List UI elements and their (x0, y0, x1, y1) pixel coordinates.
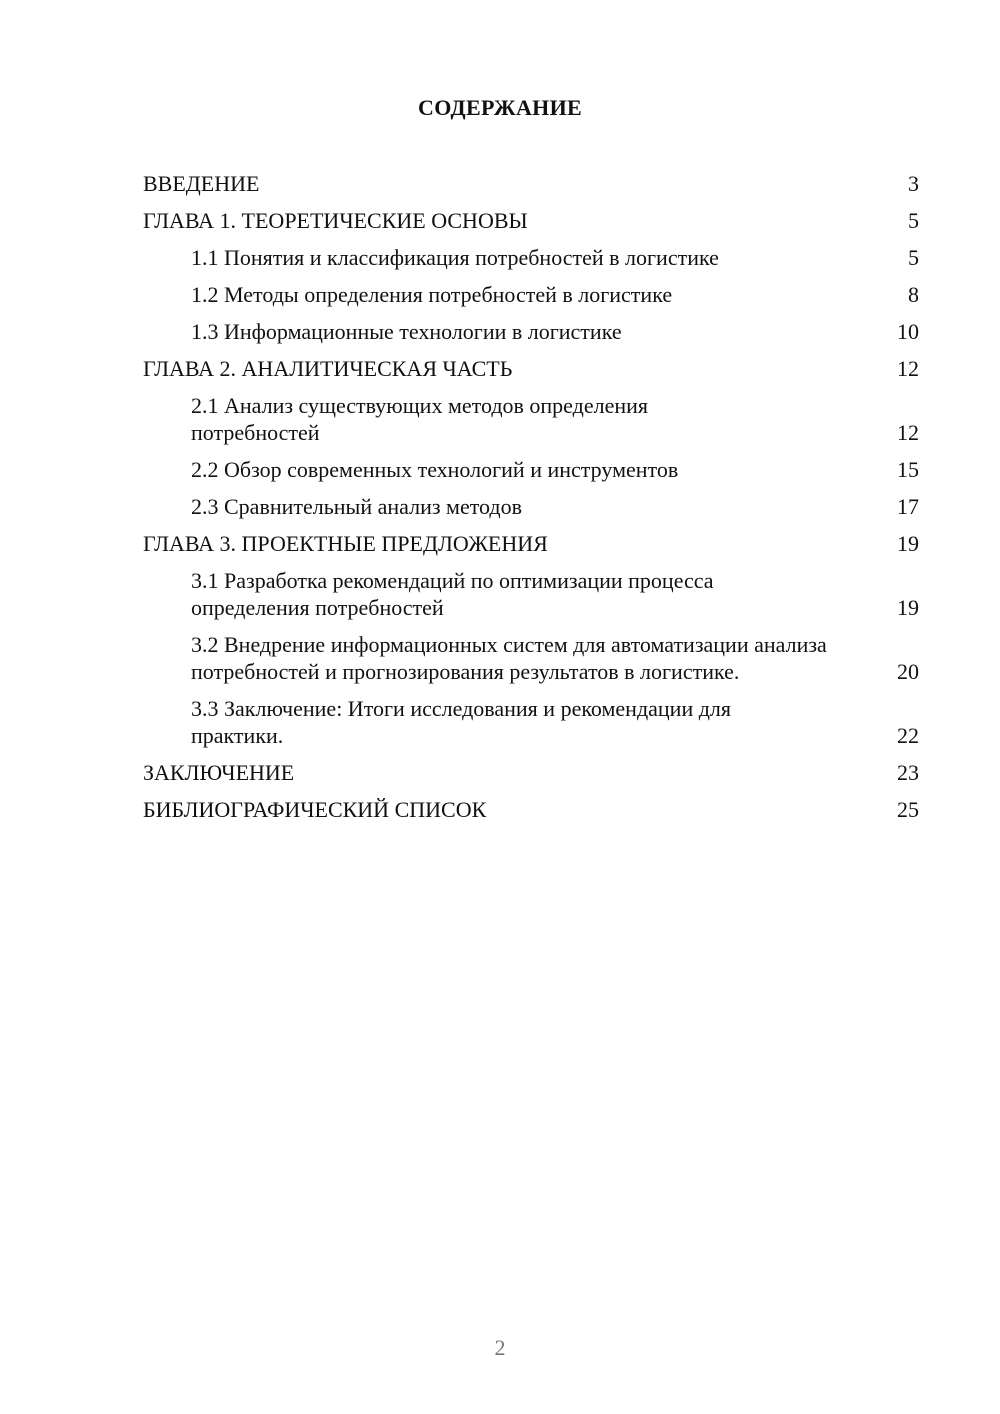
table-of-contents (143, 170, 919, 833)
toc-entry-section-2-1[interactable] (143, 392, 919, 446)
toc-entry-page: 3 (908, 171, 919, 196)
toc-entry-text: 1.2 Методы определения потребностей в логистике (191, 282, 673, 307)
toc-entry-text: ГЛАВА 1. ТЕОРЕТИЧЕСКИЕ ОСНОВЫ (143, 208, 528, 233)
toc-entry-chapter-1[interactable] (143, 207, 919, 234)
toc-entry-text: 2.1 Анализ существующих методов определения потребностей (191, 393, 649, 445)
toc-entry-chapter-2[interactable] (143, 355, 919, 382)
toc-entry-page: 12 (897, 356, 919, 381)
toc-entry-section-2-2[interactable] (143, 456, 919, 483)
toc-entry-text: ЗАКЛЮЧЕНИЕ (143, 760, 295, 785)
toc-entry-text: 3.1 Разработка рекомендаций по оптимизации процесса определения потребностей (191, 568, 714, 620)
toc-entry-page: 12 (897, 420, 919, 445)
toc-entry-page: 15 (897, 457, 919, 482)
toc-entry-page: 20 (897, 659, 919, 684)
toc-entry-introduction[interactable] (143, 170, 919, 197)
toc-entry-text: 1.3 Информационные технологии в логистике (191, 319, 622, 344)
toc-entry-section-1-1[interactable] (143, 244, 919, 271)
toc-entry-text: ВВЕДЕНИЕ (143, 171, 260, 196)
page-title: СОДЕРЖАНИЕ (418, 95, 582, 120)
toc-entry-section-1-2[interactable] (143, 281, 919, 308)
toc-entry-bibliography[interactable] (143, 796, 919, 823)
toc-entry-page: 22 (897, 723, 919, 748)
toc-entry-page: 25 (897, 797, 919, 822)
toc-entry-section-3-3[interactable] (143, 695, 919, 749)
toc-entry-text: 3.3 Заключение: Итоги исследования и рекомендации для практики. (191, 696, 732, 748)
toc-entry-page: 8 (908, 282, 919, 307)
toc-entry-text: 2.2 Обзор современных технологий и инструментов (191, 457, 679, 482)
toc-entry-section-3-1[interactable] (143, 567, 919, 621)
toc-entry-text: ГЛАВА 2. АНАЛИТИЧЕСКАЯ ЧАСТЬ (143, 356, 513, 381)
toc-entry-page: 19 (897, 531, 919, 556)
toc-entry-section-1-3[interactable] (143, 318, 919, 345)
toc-entry-text: 2.3 Сравнительный анализ методов (191, 494, 522, 519)
toc-entry-page: 10 (897, 319, 919, 344)
toc-entry-text: 1.1 Понятия и классификация потребностей в логистике (191, 245, 719, 270)
toc-entry-text: ГЛАВА 3. ПРОЕКТНЫЕ ПРЕДЛОЖЕНИЯ (143, 531, 548, 556)
toc-entry-page: 5 (908, 208, 919, 233)
toc-entry-page: 19 (897, 595, 919, 620)
toc-entry-page: 23 (897, 760, 919, 785)
page-number: 2 (494, 1335, 506, 1360)
toc-entry-chapter-3[interactable] (143, 530, 919, 557)
toc-entry-conclusion[interactable] (143, 759, 919, 786)
toc-entry-text: 3.2 Внедрение информационных систем для автоматизации анализа потребностей и прогнозирования результатов в логистике. (191, 632, 827, 684)
toc-entry-page: 17 (897, 494, 919, 519)
toc-entry-section-3-2[interactable] (143, 631, 919, 685)
toc-entry-page: 5 (908, 245, 919, 270)
toc-entry-section-2-3[interactable] (143, 493, 919, 520)
toc-entry-text: БИБЛИОГРАФИЧЕСКИЙ СПИСОК (143, 797, 487, 822)
